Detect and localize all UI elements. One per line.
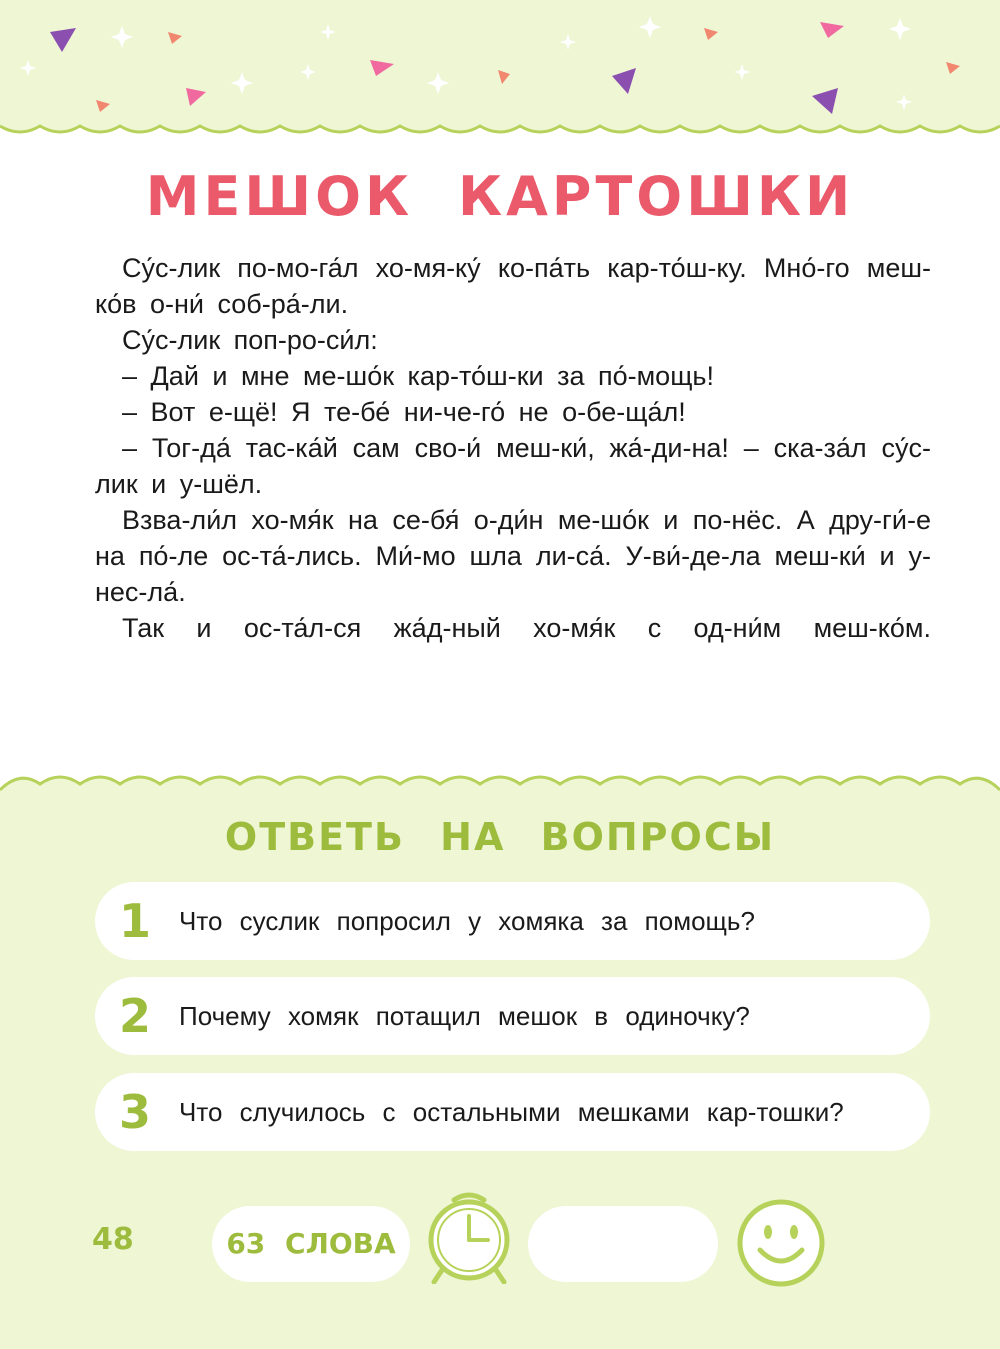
story-title: МЕШОК КАРТОШКИ	[145, 165, 855, 228]
story-text	[95, 250, 931, 646]
story-paragraph: Взва-ли́л хо-мя́к на се-бя́ о-ди́н ме-шо́к и по-нёс. А дру-ги́-е на по́-ле ос-та́-лись. Ми́-мо шла ли-са́. У-ви́-де-ла меш-ки́ и у-нес-ла́.	[95, 505, 931, 607]
question-number: 3	[119, 1085, 152, 1139]
question-card	[95, 1073, 930, 1151]
reading-time-field[interactable]	[528, 1206, 718, 1282]
question-card	[95, 882, 930, 960]
question-text: Что суслик попросил у хомяка за помощь?	[179, 906, 755, 936]
question-card	[95, 977, 930, 1055]
question-number: 1	[119, 894, 152, 948]
smiley-face-icon	[736, 1198, 826, 1288]
top-decorative-band	[0, 0, 1000, 150]
story-paragraph: Су́с-лик поп-ро-си́л:	[122, 325, 378, 355]
word-count-badge: 63 СЛОВА	[212, 1206, 410, 1282]
story-paragraph: Так и ос-та́л-ся жа́д-ный хо-мя́к с од-ни́м меш-ко́м.	[122, 613, 931, 643]
alarm-clock-icon	[424, 1190, 514, 1284]
question-text: Что случилось с остальными мешками кар-тошки?	[179, 1097, 844, 1127]
question-number: 2	[119, 989, 152, 1043]
story-paragraph: – Тог-да́ тас-ка́й сам сво-и́ меш-ки́, жа́-ди-на! – ска-за́л су́с-лик и у-шёл.	[95, 433, 931, 499]
story-paragraph: – Дай и мне ме-шо́к кар-то́ш-ки за по́-мощь!	[122, 361, 714, 391]
questions-heading: ОТВЕТЬ НА ВОПРОСЫ	[224, 815, 776, 859]
question-text: Почему хомяк потащил мешок в одиночку?	[179, 1001, 750, 1031]
page-number: 48	[92, 1222, 134, 1257]
story-paragraph: Су́с-лик по-мо-га́л хо-мя-ку́ ко-па́ть кар-то́ш-ку. Мно́-го меш-ко́в о-ни́ соб-ра́-ли.	[95, 253, 931, 319]
story-paragraph: – Вот е-щё! Я те-бе́ ни-че-го́ не о-бе-ща́л!	[122, 397, 686, 427]
